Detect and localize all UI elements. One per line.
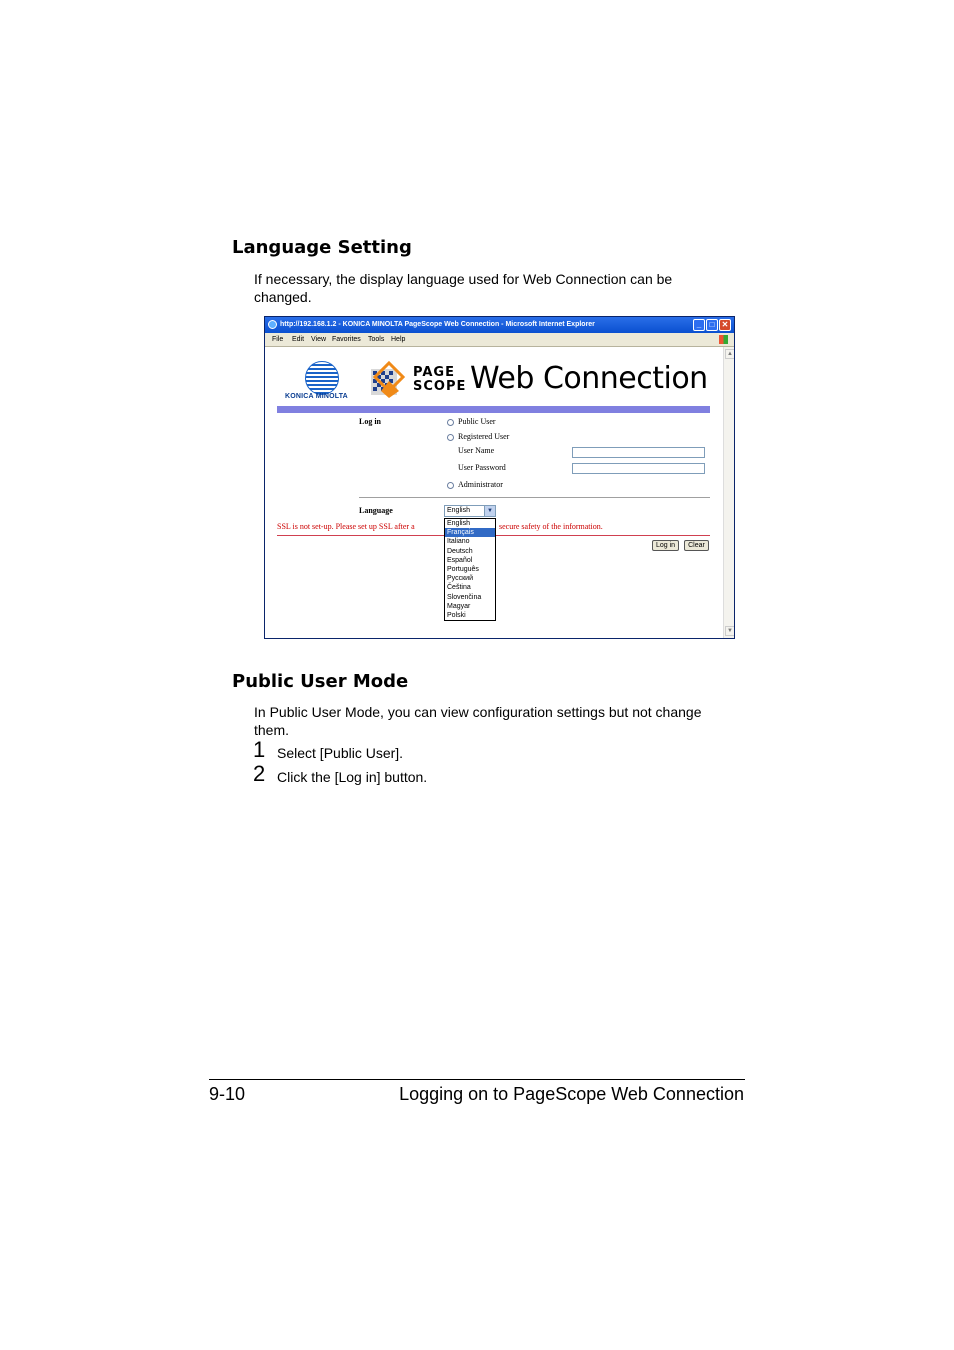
menu-file[interactable]: File — [272, 336, 284, 343]
language-setting-text-line1: If necessary, the display language used for Web Connection can be — [254, 271, 673, 287]
language-dropdown-list — [444, 518, 496, 621]
language-option[interactable]: Español — [447, 556, 473, 564]
web-connection-title: Web Connection — [470, 361, 708, 396]
clear-button[interactable]: Clear — [684, 540, 709, 551]
pagescope-logo-scope: SCOPE — [413, 379, 467, 394]
public-user-label: Public User — [458, 417, 496, 426]
radio-administrator[interactable] — [447, 482, 454, 489]
menu-edit[interactable]: Edit — [292, 336, 305, 343]
konica-minolta-globe-icon — [305, 361, 339, 395]
step-text-1: Select [Public User]. — [277, 745, 404, 761]
footer-chapter-title: Logging on to PageScope Web Connection — [399, 1084, 744, 1104]
language-selected-value: English — [447, 507, 470, 514]
language-option[interactable]: Slovenčina — [447, 593, 482, 601]
maximize-icon[interactable]: □ — [706, 319, 718, 331]
scroll-down-icon[interactable]: ▼ — [725, 626, 735, 636]
ssl-warning-left: SSL is not set-up. Please set up SSL after a — [277, 522, 415, 531]
radio-public-user[interactable] — [447, 419, 454, 426]
language-option[interactable]: Русский — [447, 575, 473, 583]
footer-page-number: 9-10 — [209, 1084, 246, 1104]
window-titlebar — [265, 317, 734, 333]
ssl-warning-right: secure safety of the information. — [499, 522, 603, 531]
scroll-up-icon[interactable]: ▲ — [725, 349, 735, 359]
browser-screenshot — [264, 316, 735, 639]
header-divider-bar — [277, 406, 710, 413]
language-option[interactable]: Italiano — [447, 538, 470, 546]
section-heading-language-setting: Language Setting — [232, 237, 412, 258]
pagescope-logo-page: PAGE — [413, 365, 455, 380]
ie-icon — [268, 320, 277, 329]
language-option[interactable]: Čeština — [447, 584, 471, 592]
menu-help[interactable]: Help — [391, 336, 406, 343]
close-icon[interactable]: ✕ — [719, 319, 731, 331]
step-number-1: 1 — [253, 737, 266, 762]
language-option[interactable]: Magyar — [447, 602, 471, 610]
user-name-input[interactable] — [572, 447, 705, 458]
menu-favorites[interactable]: Favorites — [332, 336, 361, 343]
login-button[interactable]: Log in — [652, 540, 679, 551]
menu-bar — [265, 333, 734, 347]
registered-user-label: Registered User — [458, 432, 510, 441]
language-option[interactable]: English — [447, 520, 470, 527]
radio-registered-user[interactable] — [447, 434, 454, 441]
menu-tools[interactable]: Tools — [368, 336, 385, 343]
public-user-text-line1: In Public User Mode, you can view configuration settings but not change — [254, 704, 702, 720]
pagescope-logo-icon — [369, 361, 405, 399]
language-option[interactable]: Deutsch — [447, 547, 473, 555]
section-heading-public-user-mode: Public User Mode — [232, 671, 409, 692]
menu-view[interactable]: View — [311, 336, 327, 343]
konica-minolta-logo-text: KONICA MINOLTA — [285, 393, 348, 400]
language-option[interactable]: Português — [447, 565, 479, 573]
step-number-2: 2 — [253, 761, 266, 786]
window-title: http://192.168.1.2 - KONICA MINOLTA PageScope Web Connection - Microsoft Internet Explorer — [280, 321, 595, 328]
windows-logo-icon — [719, 335, 728, 344]
administrator-label: Administrator — [458, 480, 503, 489]
language-label: Language — [359, 506, 393, 515]
chevron-down-icon[interactable]: ▼ — [484, 506, 495, 516]
user-password-input[interactable] — [572, 463, 705, 474]
user-name-label: User Name — [458, 446, 495, 455]
language-setting-text-line2: changed. — [254, 289, 312, 305]
language-option[interactable]: Polski — [447, 611, 466, 619]
login-label: Log in — [359, 417, 382, 426]
language-select[interactable] — [444, 505, 496, 517]
footer-rule — [209, 1079, 745, 1080]
user-password-label: User Password — [458, 463, 506, 472]
public-user-text-line2: them. — [254, 722, 290, 738]
step-text-2: Click the [Log in] button. — [277, 769, 428, 785]
language-option-highlighted[interactable]: Français — [445, 528, 495, 537]
login-divider — [359, 497, 710, 498]
minimize-icon[interactable]: _ — [693, 319, 705, 331]
vertical-scrollbar[interactable] — [723, 347, 734, 638]
